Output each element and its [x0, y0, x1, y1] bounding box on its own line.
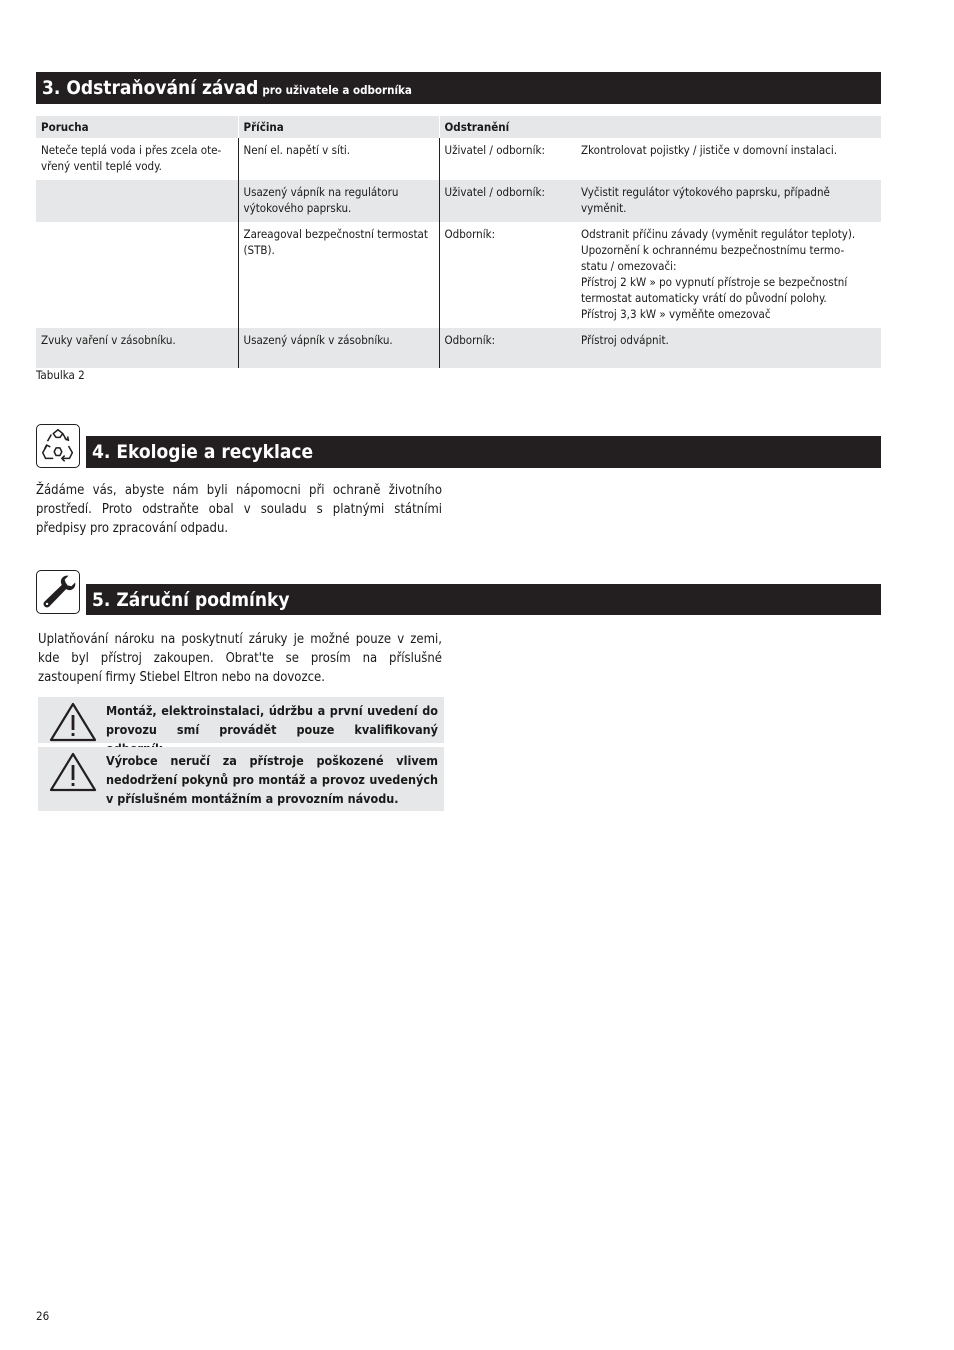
table-caption: Tabulka 2: [36, 368, 85, 382]
cell-who: Odborník:: [439, 328, 576, 368]
section-3-title: 3. Odstraňování závad: [42, 77, 259, 99]
recycle-icon: [36, 424, 80, 468]
troubleshooting-table: [36, 116, 881, 368]
cell-fault: Neteče teplá voda i přes zcela ote- vřený ventil teplé vody.: [41, 143, 222, 173]
table-row: [36, 222, 881, 328]
cell-fix: Vyčistit regulátor výtokového paprsku, případně vyměnit.: [576, 180, 881, 222]
warning-triangle-icon: [48, 751, 98, 793]
table-row: [36, 180, 881, 222]
table-row: [36, 328, 881, 368]
cell-cause: Není el. napětí v síti.: [238, 138, 439, 180]
warning-triangle-icon: [48, 701, 98, 743]
section-4-text: Žádáme vás, abyste nám byli nápomocni při ochraně životního prostředí. Proto odstraňte obal v souladu s platnými státními předpisy pro zpracování odpadu.: [36, 483, 442, 536]
wrench-icon: [36, 570, 80, 614]
cell-cause: Zareagoval bezpečnostní termostat (STB).: [238, 222, 439, 328]
cell-fix: Odstranit příčinu závady (vyměnit regulátor teploty). Upozornění k ochrannému bezpečnostnímu termo- statu / omezovači: Přístroj 2 kW » po vypnutí přístroje se bezpečnostní termostat automaticky vrátí do původní polohy. Přístroj 3,3 kW » vyměňte omezovač: [581, 227, 856, 321]
section-5-title: 5. Záruční podmínky: [92, 589, 290, 611]
table-row: [36, 138, 881, 180]
cell-fault: [36, 222, 238, 328]
page-number: 26: [36, 1309, 50, 1323]
cell-who: Odborník:: [439, 222, 576, 328]
cell-fix: Zkontrolovat pojistky / jističe v domovní instalaci.: [581, 143, 838, 157]
warning-text-liability: Výrobce neručí za přístroje poškozené vlivem nedodržení pokynů pro montáž a provoz uvedených v příslušném montážním a provozním návodu.: [106, 753, 438, 806]
section-5-text: Uplatňování nároku na poskytnutí záruky je možné pouze v zemi, kde byl přístroj zakoupen. Obrat'te se prosím na příslušné zastoupení firmy Stiebel Eltron nebo na dovozce.: [38, 632, 442, 685]
cell-cause: Usazený vápník v zásobníku.: [238, 328, 439, 368]
cell-fault: Zvuky vaření v zásobníku.: [36, 328, 238, 368]
section-4-heading: [86, 436, 881, 468]
section-5-heading: [86, 584, 881, 615]
header-remedy: Odstranění: [439, 116, 881, 138]
cell-fault: [36, 180, 238, 222]
table-header-row: [36, 116, 881, 138]
cell-fix: Přístroj odvápnit.: [576, 328, 881, 368]
warning-text-qualified: Montáž, elektroinstalaci, údržbu a první uvedení do provozu smí provádět pouze kvalifikovaný: [106, 703, 438, 737]
cell-cause: Usazený vápník na regulátoru výtokového paprsku.: [238, 180, 439, 222]
section-4-title: 4. Ekologie a recyklace: [92, 441, 314, 463]
header-fault: Porucha: [36, 116, 238, 138]
header-cause: Příčina: [238, 116, 439, 138]
section-3-heading: [36, 72, 881, 104]
warning-box-qualified: [38, 697, 444, 743]
cell-who: Uživatel / odborník:: [439, 180, 576, 222]
section-3-subtitle: pro uživatele a odborníka: [262, 83, 412, 97]
cell-who: Uživatel / odborník:: [439, 138, 576, 180]
warning-box-liability: [38, 747, 444, 811]
